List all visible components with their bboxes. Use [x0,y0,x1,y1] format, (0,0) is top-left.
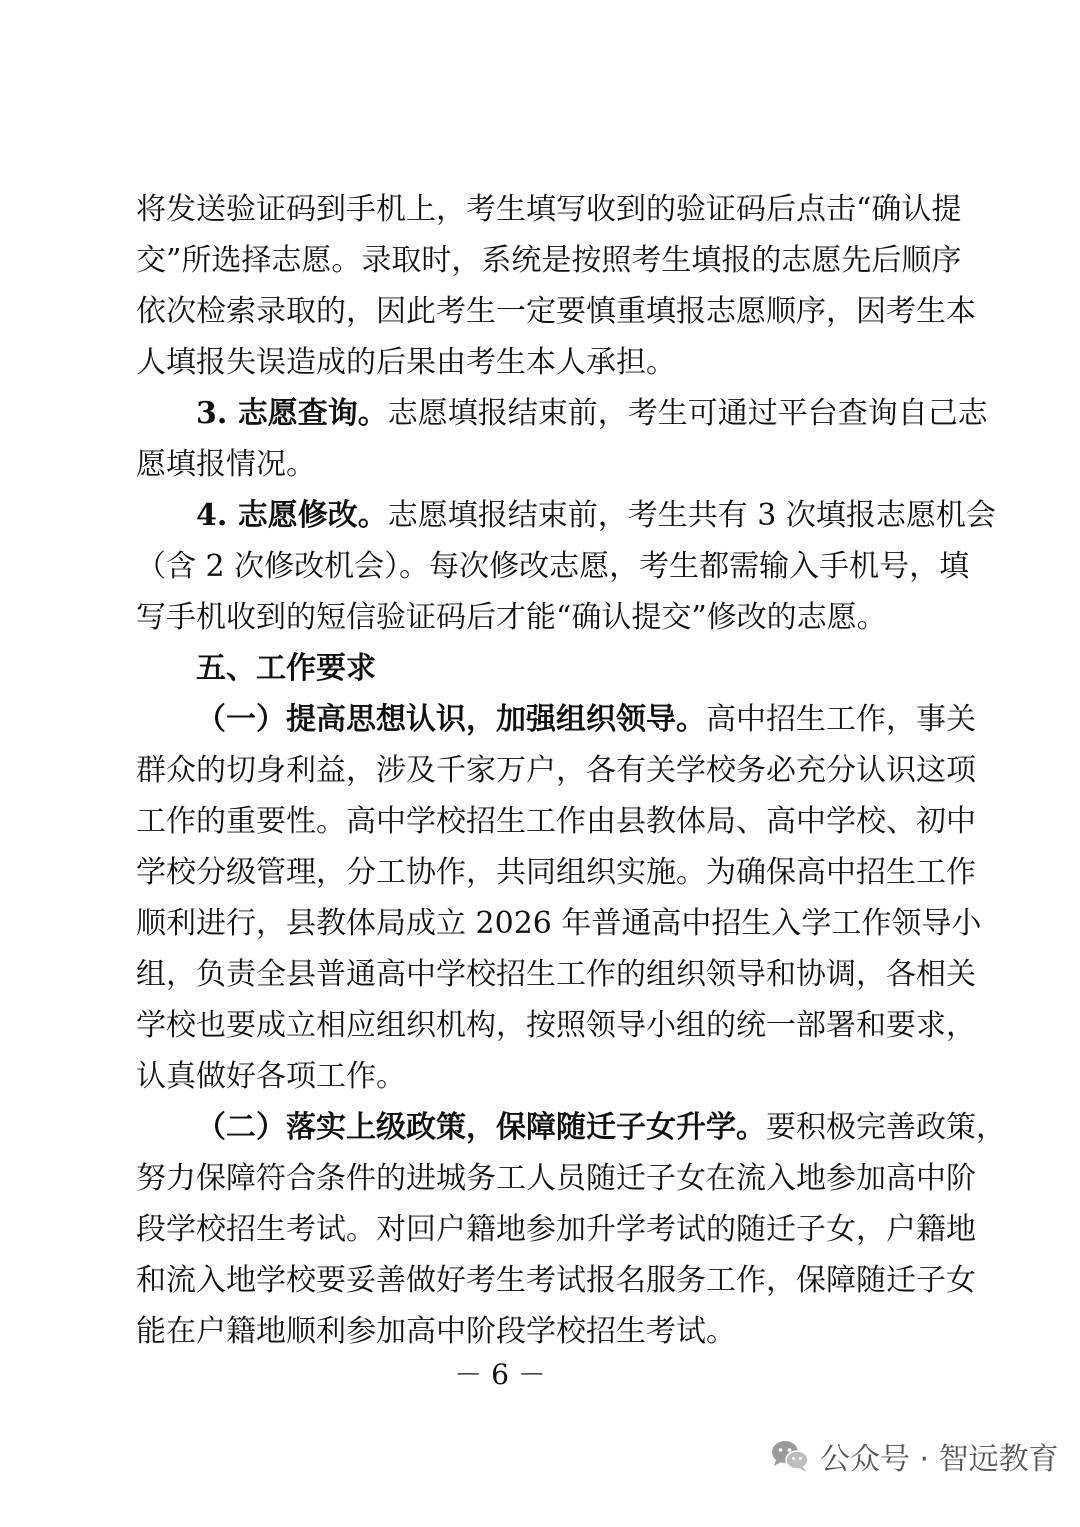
sub-1-cont: 学校分级管理，分工协作，共同组织实施。为确保高中招生工作 [136,855,976,890]
sub-2-cont: 段学校招生考试。对回户籍地参加升学考试的随迁子女，户籍地 [136,1212,976,1247]
sub-2-cont: 能在户籍地顺利参加高中阶段学校招生考试。 [136,1314,736,1349]
body-line: 将发送验证码到手机上，考生填写收到的验证码后点击“确认提 [136,192,962,227]
sub-2-cont: 和流入地学校要妥善做好考生考试报名服务工作，保障随迁子女 [136,1263,976,1298]
watermark [770,1432,1059,1480]
item-4-line [196,496,996,536]
sub-1-cont: 工作的重要性。高中学校招生工作由县教体局、高中学校、初中 [136,804,976,839]
sub-1-cont: 顺利进行，县教体局成立 2026 年普通高中招生入学工作领导小 [136,906,982,941]
body-line: 交”所选择志愿。录取时，系统是按照考生填报的志愿先后顺序 [136,243,962,278]
section-heading: 五、工作要求 [196,651,376,686]
sub-1-cont: 组，负责全县普通高中学校招生工作的组织领导和协调，各相关 [136,957,976,992]
item-3-text: 志愿填报结束前，考生可通过平台查询自己志 [387,396,988,431]
sub-1-cont: 认真做好各项工作。 [136,1059,406,1094]
item-3-title: 3. 志愿查询。 [196,396,388,431]
sub-1-cont: 群众的切身利益，涉及千家万户，各有关学校务必充分认识这项 [136,753,976,788]
sub-2-title: （二）落实上级政策，保障随迁子女升学。 [196,1110,766,1145]
sub-1-text: 高中招生工作，事关 [706,702,976,737]
page-number: － 6 － [454,1358,546,1391]
sub-1-line [196,700,976,740]
item-4-cont: 写手机收到的短信验证码后才能“确认提交”修改的志愿。 [136,600,887,635]
item-3-line [196,394,988,434]
sub-1-title: （一）提高思想认识，加强组织领导。 [196,702,706,737]
sub-1-cont: 学校也要成立相应组织机构，按照领导小组的统一部署和要求， [136,1008,976,1043]
item-4-text: 志愿填报结束前，考生共有 3 次填报志愿机会 [387,498,996,533]
wechat-icon [770,1439,810,1473]
sub-2-text: 要积极完善政策， [766,1110,1006,1145]
body-line: 依次检索录取的，因此考生一定要慎重填报志愿顺序，因考生本 [136,294,976,329]
item-3-cont: 愿填报情况。 [136,447,316,482]
watermark-text: 公众号 · 智远教育 [820,1442,1059,1477]
item-4-title: 4. 志愿修改。 [196,498,388,533]
sub-2-line [196,1108,1006,1148]
item-4-cont: （含 2 次修改机会）。每次修改志愿，考生都需输入手机号，填 [136,549,970,584]
body-line: 人填报失误造成的后果由考生本人承担。 [136,345,676,380]
sub-2-cont: 努力保障符合条件的进城务工人员随迁子女在流入地参加高中阶 [136,1161,976,1196]
